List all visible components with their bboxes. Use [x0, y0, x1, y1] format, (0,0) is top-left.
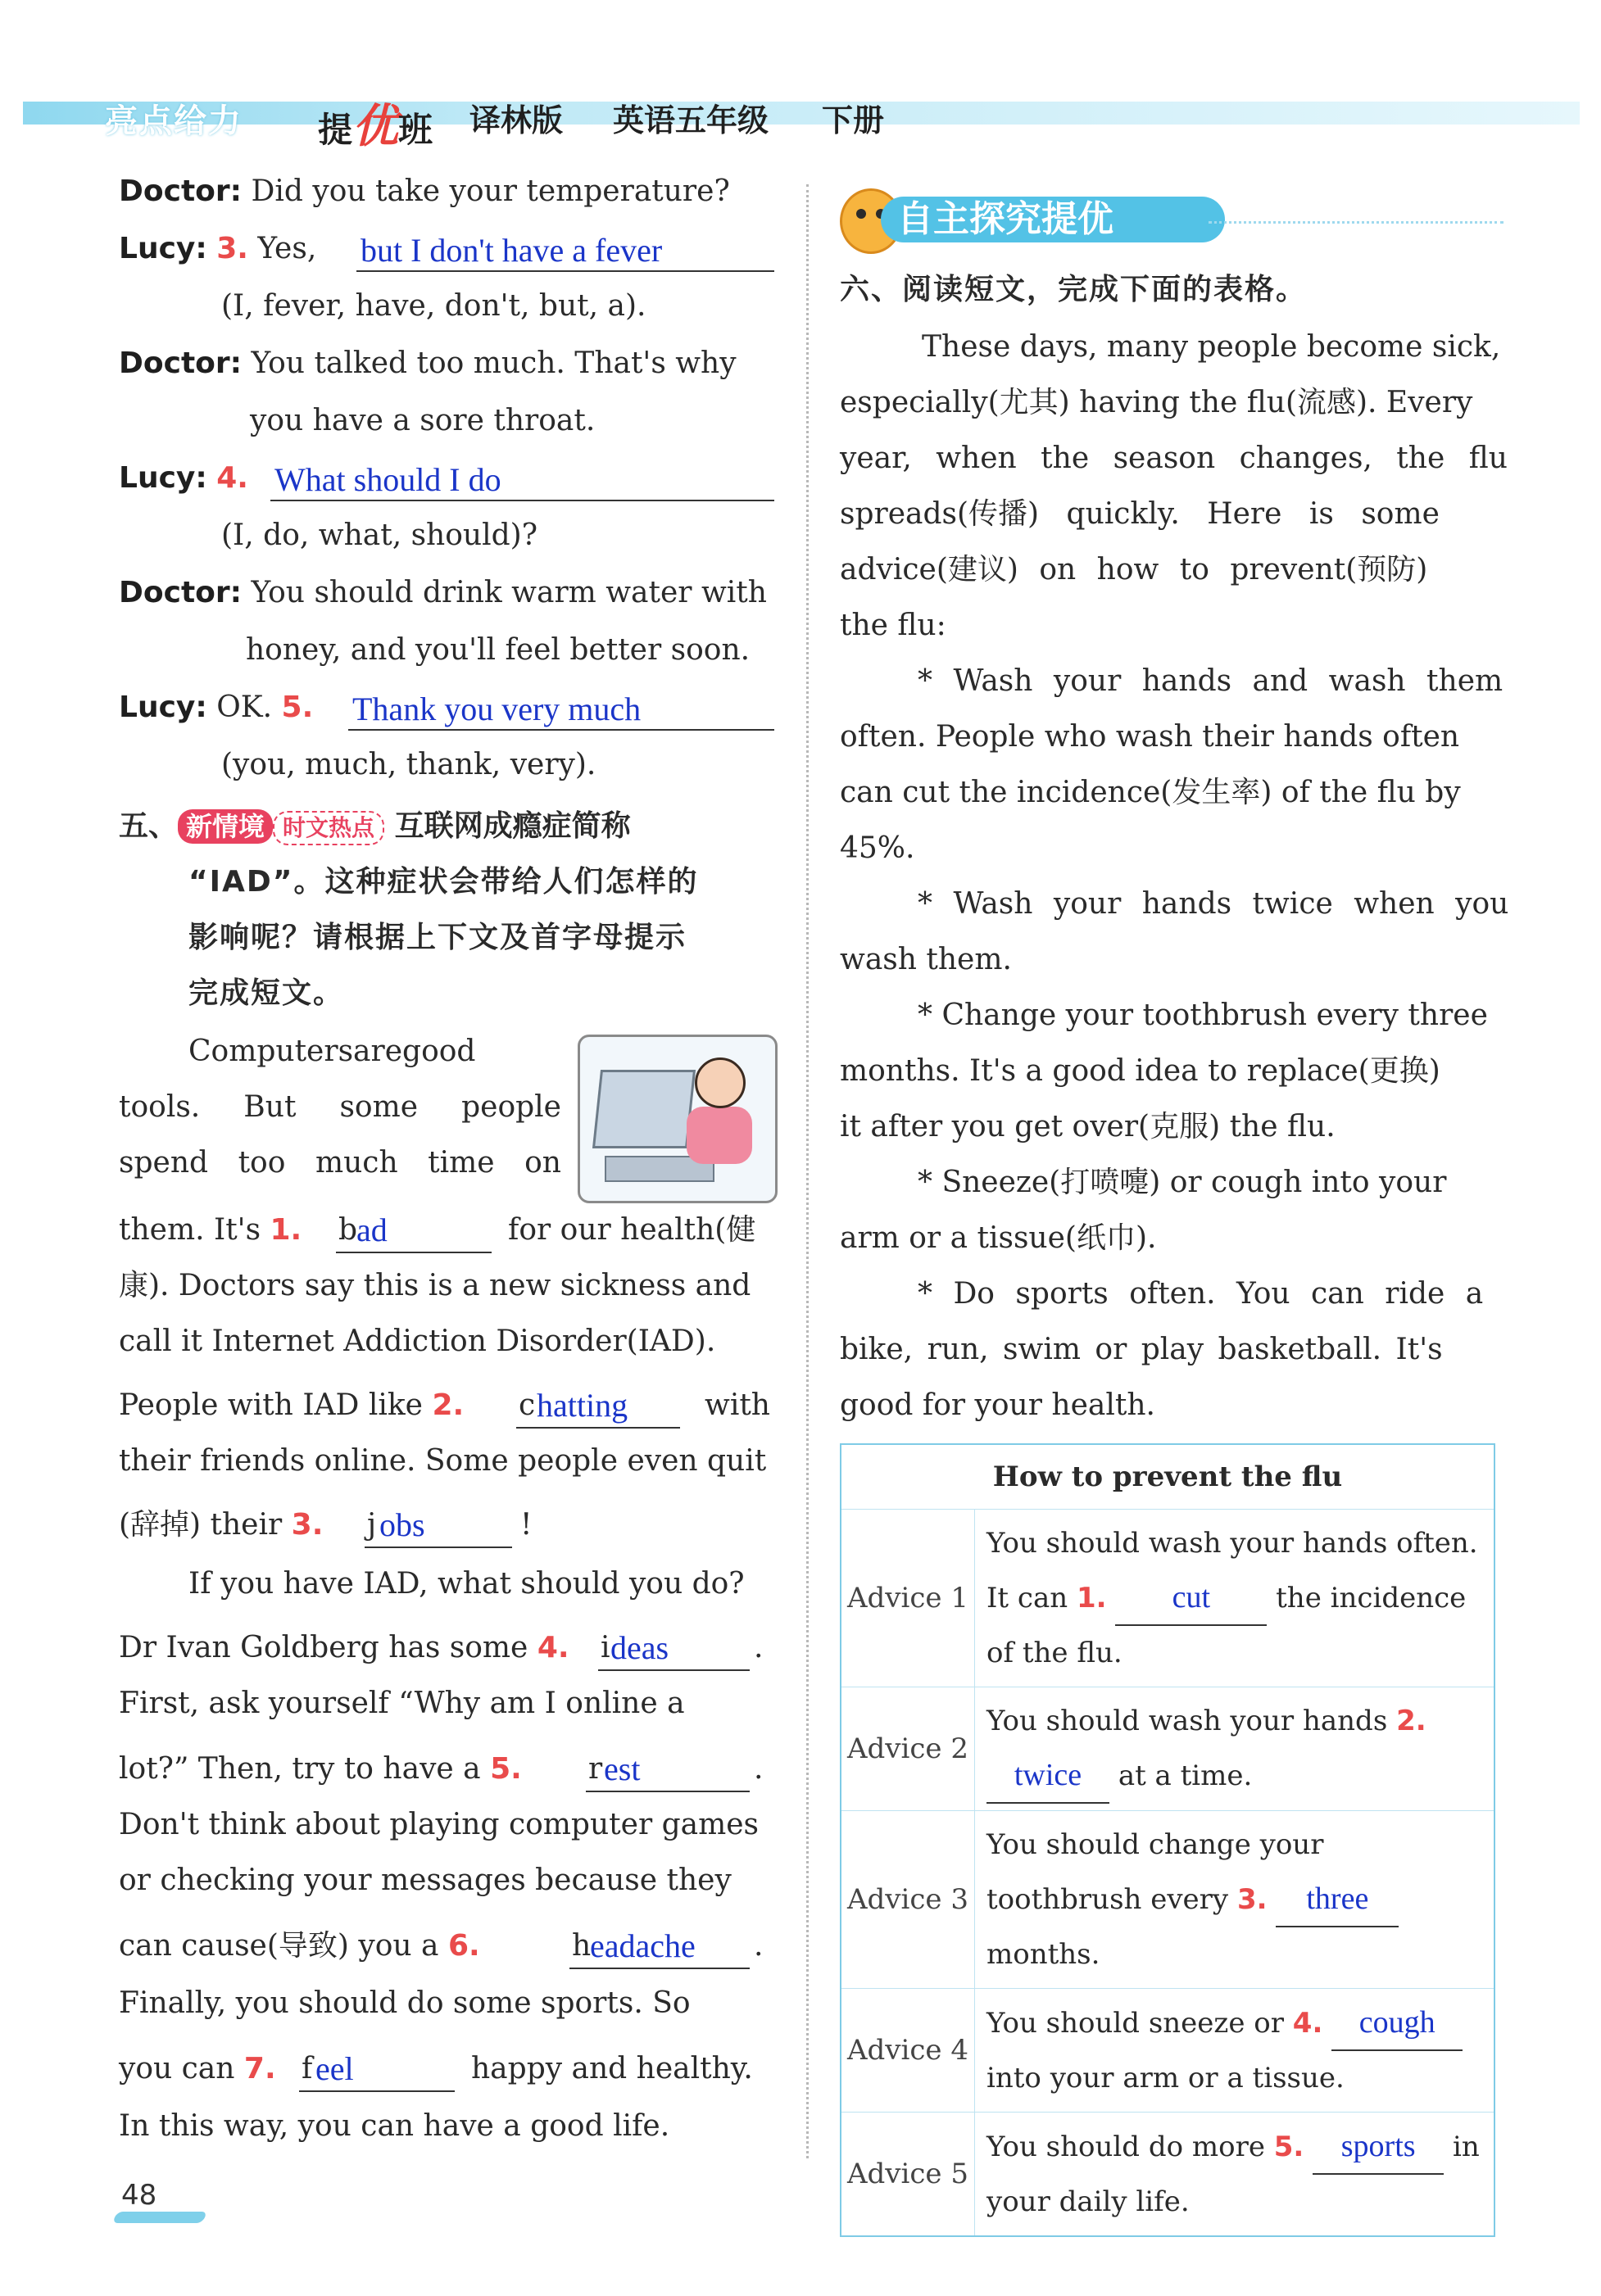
hint-letter: f — [302, 2052, 313, 2085]
passage-line: year, when the season changes, the flu — [840, 442, 1508, 475]
passage-line: In this way, you can have a good life. — [119, 2109, 670, 2143]
row-label: Advice 4 — [841, 1989, 975, 2113]
passage-line: arm or a tissue(纸巾). — [840, 1221, 1157, 1255]
passage-line: spend too much time on — [119, 1146, 561, 1180]
passage-line: wash them. — [840, 943, 1012, 976]
dialogue-line: Lucy: OK. 5. — [119, 691, 314, 724]
table-row — [841, 1989, 1494, 2113]
page-number: 48 — [121, 2179, 157, 2212]
answer-text: eel — [315, 2050, 354, 2087]
passage-line: Computers are good — [188, 1035, 476, 1068]
page-number-swoosh — [112, 2212, 208, 2223]
passage-line: for our health(健 — [508, 1213, 756, 1247]
passage-line: tools. But some people — [119, 1090, 561, 1124]
passage-line: good for your health. — [840, 1388, 1155, 1422]
answer-text: but I don't have a fever — [361, 232, 663, 269]
answer-text: sports — [1313, 2119, 1444, 2175]
table-title: How to prevent the flu — [841, 1444, 1494, 1510]
answer-text: three — [1276, 1872, 1399, 1927]
row-text: You should wash your hands often. It can 1. cut the incidence of the flu. — [975, 1510, 1495, 1687]
section6-banner — [840, 188, 1495, 254]
volume: 下册 — [822, 102, 885, 138]
passage-line: their friends online. Some people even quit — [119, 1444, 767, 1478]
passage-line: lot?” Then, try to have a 5. — [119, 1752, 522, 1786]
passage-line: . — [754, 1929, 764, 1963]
table-row — [841, 1811, 1494, 1989]
row-text: You should change your toothbrush every 3. three months. — [975, 1811, 1495, 1989]
row-text: You should do more 5. sports in your daily life. — [975, 2113, 1495, 2237]
passage-line: Dr Ivan Goldberg has some 4. — [119, 1631, 569, 1664]
passage-line: spreads(传播) quickly. Here is some — [840, 497, 1440, 531]
passage-line: (辞掉) their 3. — [119, 1508, 324, 1542]
dialogue-line: Doctor: You should drink warm water with — [119, 576, 767, 609]
row-label: Advice 1 — [841, 1510, 975, 1687]
passage-line: you can 7. — [119, 2052, 276, 2085]
passage-line: can cut the incidence(发生率) of the flu by — [840, 776, 1461, 809]
answer-text: cough — [1331, 1995, 1463, 2051]
dialogue-line: Lucy: 3. Yes, — [119, 232, 317, 265]
section5-instruction: “IAD”。这种症状会带给人们怎样的 — [188, 865, 699, 899]
answer-text: eadache — [590, 1927, 696, 1964]
row-label: Advice 2 — [841, 1687, 975, 1811]
passage-line: advice(建议) on how to prevent(预防) — [840, 553, 1428, 586]
passage-line: * Change your toothbrush every three — [918, 999, 1488, 1032]
passage-line: can cause(导致) you a 6. — [119, 1929, 480, 1963]
answer-text: obs — [379, 1506, 425, 1543]
section5-instruction: 影响呢？请根据上下文及首字母提示 — [188, 921, 687, 954]
passage-line: it after you get over(克服) the flu. — [840, 1110, 1336, 1143]
page-header — [23, 88, 1580, 153]
row-label: Advice 5 — [841, 2113, 975, 2237]
passage-line: * Wash your hands twice when you — [918, 887, 1509, 921]
section6-title: 六、阅读短文，完成下面的表格。 — [840, 273, 1308, 306]
passage-line: These days, many people become sick, — [922, 330, 1501, 364]
banner-label: 自主探究提优 — [881, 197, 1225, 242]
passage-line: . — [754, 1752, 764, 1786]
dialogue-line: you have a sore throat. — [250, 404, 596, 437]
column-divider — [806, 184, 809, 2158]
passage-line: People with IAD like 2. — [119, 1388, 465, 1422]
edition: 译林版 — [469, 102, 564, 138]
passage-line: the flu: — [840, 609, 946, 642]
passage-line: Finally, you should do some sports. So — [119, 1986, 691, 2020]
passage-line: Don't think about playing computer games — [119, 1808, 760, 1841]
passage-line: ! — [520, 1508, 533, 1542]
hint-letter: r — [588, 1752, 603, 1786]
passage-line: * Sneeze(打喷嚏) or cough into your — [918, 1166, 1447, 1199]
subject: 英语五年级 — [613, 102, 769, 138]
passage-line: especially(尤其) having the flu(流感). Every — [840, 386, 1473, 419]
passage-line: First, ask yourself “Why am I online a — [119, 1687, 685, 1720]
passage-line: * Do sports often. You can ride a — [918, 1277, 1484, 1311]
hint-letter: i — [601, 1631, 610, 1664]
table-row — [841, 1510, 1494, 1687]
section5-title: 五、 新情境 时文热点 互联网成瘾症简称 — [119, 807, 631, 846]
passage-line: often. People who wash their hands often — [840, 720, 1460, 754]
hint-letter: c — [519, 1388, 536, 1422]
row-label: Advice 3 — [841, 1811, 975, 1989]
passage-line: bike, run, swim or play basketball. It's — [840, 1333, 1443, 1366]
passage-line: * Wash your hands and wash them — [918, 664, 1503, 698]
passage-line: . — [754, 1631, 764, 1664]
answer-text: est — [604, 1750, 641, 1787]
answer-text: hatting — [537, 1387, 628, 1424]
answer-text: twice — [986, 1748, 1109, 1804]
answer-text: deas — [610, 1629, 669, 1666]
hint-letter: h — [572, 1929, 592, 1963]
answer-text: ad — [356, 1211, 388, 1248]
computer-girl-illustration — [578, 1035, 778, 1203]
table-row — [841, 1687, 1494, 1811]
header-band — [23, 102, 1580, 125]
passage-line: call it Internet Addiction Disorder(IAD). — [119, 1325, 716, 1358]
passage-line: 45%. — [840, 831, 915, 865]
section5-instruction: 完成短文。 — [188, 976, 345, 1010]
hint-text: (I, do, what, should)? — [221, 519, 537, 552]
hint-text: (you, much, thank, very). — [221, 748, 596, 781]
flu-advice-table — [840, 1443, 1495, 2237]
dialogue-line: Doctor: You talked too much. That's why — [119, 346, 737, 380]
passage-line: or checking your messages because they — [119, 1864, 732, 1897]
dialogue-line: honey, and you'll feel better soon. — [246, 633, 751, 667]
passage-line: happy and healthy. — [471, 2052, 753, 2085]
hint-text: (I, fever, have, don't, but, a). — [221, 289, 646, 323]
passage-line: with — [705, 1388, 770, 1422]
answer-text: Thank you very much — [352, 691, 642, 727]
dialogue-line: Doctor: Did you take your temperature? — [119, 174, 730, 208]
row-text: You should wash your hands 2. twice at a time. — [975, 1687, 1495, 1811]
hint-letter: j — [367, 1508, 377, 1542]
passage-line: them. It's 1. — [119, 1213, 302, 1247]
brand-logo: 提优班 — [318, 100, 433, 153]
answer-text: What should I do — [274, 461, 501, 498]
hint-letter: b — [338, 1213, 358, 1247]
dialogue-line: Lucy: 4. — [119, 461, 248, 495]
table-row — [841, 2113, 1494, 2237]
passage-line: If you have IAD, what should you do? — [188, 1567, 745, 1601]
row-text: You should sneeze or 4. cough into your arm or a tissue. — [975, 1989, 1495, 2113]
answer-text: cut — [1115, 1570, 1267, 1626]
passage-line: 康). Doctors say this is a new sickness and — [119, 1269, 751, 1302]
passage-line: months. It's a good idea to replace(更换) — [840, 1054, 1440, 1088]
header-slogan: 亮点给力 — [105, 102, 243, 140]
